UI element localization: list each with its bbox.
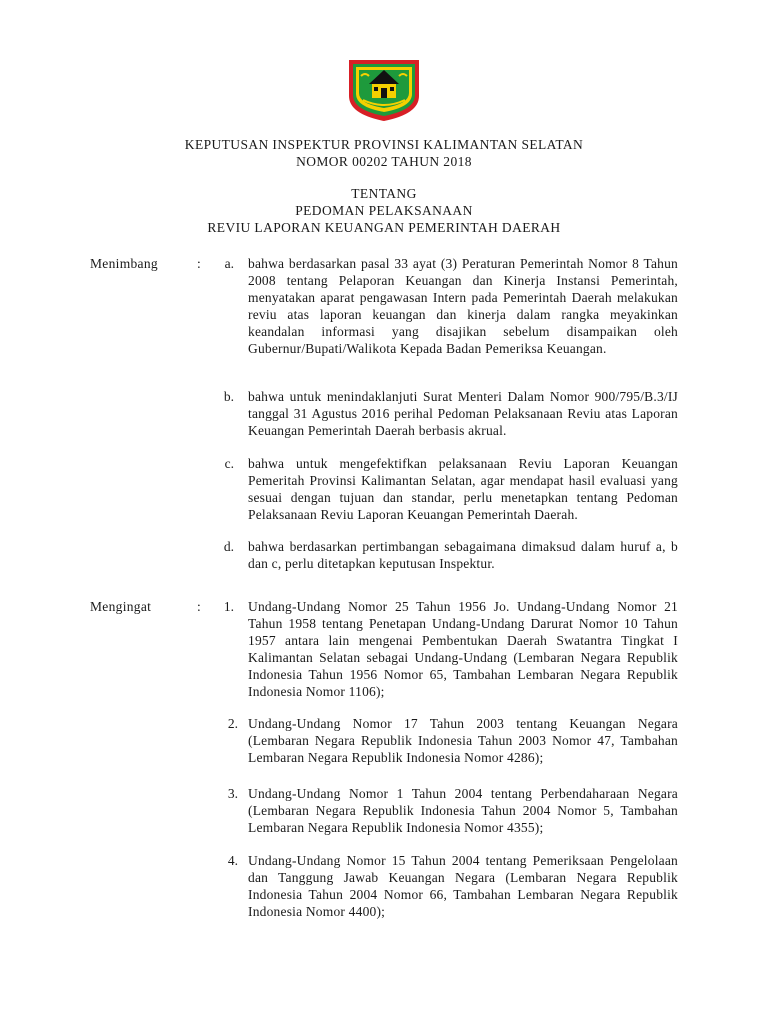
mengingat-label: Mengingat — [90, 599, 152, 614]
document-title-block — [0, 136, 768, 170]
menimbang-item-b: bahwa untuk menindaklanjuti Surat Menteri Dalam Nomor 900/795/B.3/IJ tanggal 31 Agustus 2016 perihal Pedoman Pelaksanaan Reviu atas Laporan Keuangan Pemerintah Daerah berbasis akrual. — [248, 389, 678, 438]
document-subject-block — [0, 185, 768, 236]
menimbang-colon: : — [197, 256, 201, 271]
mengingat-colon: : — [197, 599, 201, 614]
mengingat-item-1: Undang-Undang Nomor 25 Tahun 1956 Jo. Undang-Undang Nomor 21 Tahun 1958 tentang Penetapan Undang-Undang Darurat Nomor 10 Tahun 1957 antara lain mengenai Pembentukan Daerah Swatantra Tingkat I Kalimantan Selatan sebagai Undang-Undang (Lembaran Negara Republik Indonesia Tahun 1956 Nomor 65, Tambahan Lembaran Negara Republik Indonesia Nomor 1106); — [248, 599, 678, 699]
menimbang-item-d: bahwa berdasarkan pertimbangan sebagaimana dimaksud dalam huruf a, b dan c, perlu ditetapkan keputusan Inspektur. — [248, 539, 678, 571]
title-line-1: KEPUTUSAN INSPEKTUR PROVINSI KALIMANTAN SELATAN — [184, 137, 584, 152]
subject-line-2: PEDOMAN PELAKSANAAN — [295, 203, 473, 218]
menimbang-mark-b: b. — [223, 389, 234, 404]
mengingat-mark-4: 4. — [227, 853, 238, 868]
mengingat-item-4: Undang-Undang Nomor 15 Tahun 2004 tentang Pemeriksaan Pengelolaan dan Tanggung Jawab Keuangan Negara (Lembaran Negara Republik Indonesia Tahun 2004 Nomor 66, Tambahan Lembaran Negara Republik Indonesia Nomor 4400); — [248, 853, 678, 919]
menimbang-mark-c: c. — [224, 456, 234, 471]
title-line-2: NOMOR 00202 TAHUN 2018 — [296, 154, 472, 169]
menimbang-mark-a: a. — [224, 256, 234, 271]
subject-line-3: REVIU LAPORAN KEUANGAN PEMERINTAH DAERAH — [207, 220, 561, 235]
mengingat-mark-1: 1. — [223, 599, 234, 614]
menimbang-label: Menimbang — [90, 256, 158, 271]
menimbang-mark-d: d. — [223, 539, 234, 554]
menimbang-item-a: bahwa berdasarkan pasal 33 ayat (3) Peraturan Pemerintah Nomor 8 Tahun 2008 tentang Pelaporan Keuangan dan Kinerja Instansi Pemerintah, menyatakan aparat pengawasan Intern pada Pemerintah Daerah melakukan reviu atas laporan keuangan dan kinerja dalam rangka meyakinkan keandalan informasi yang disajikan sebelum disampaikan oleh Gubernur/Bupati/Walikota Kepada Badan Pemeriksa Keuangan. — [248, 256, 678, 356]
mengingat-item-3: Undang-Undang Nomor 1 Tahun 2004 tentang Perbendaharaan Negara (Lembaran Negara Republik Indonesia Tahun 2004 Nomor 5, Tambahan Lembaran Negara Republik Indonesia Nomor 4355); — [248, 786, 678, 835]
mengingat-mark-2: 2. — [227, 716, 238, 731]
mengingat-mark-3: 3. — [227, 786, 238, 801]
provincial-emblem-icon — [347, 58, 421, 122]
menimbang-item-c: bahwa untuk mengefektifkan pelaksanaan Reviu Laporan Keuangan Pemeritah Provinsi Kalimantan Selatan, agar mendapat hasil evaluasi yang sesuai dengan tujuan dan standar, perlu menetapkan tentang Pedoman Pelaksanaan Reviu Laporan Keuangan Pemerintah Daerah. — [248, 456, 678, 522]
mengingat-item-2: Undang-Undang Nomor 17 Tahun 2003 tentang Keuangan Negara (Lembaran Negara Republik Indonesia Tahun 2003 Nomor 47, Tambahan Lembaran Negara Republik Indonesia Nomor 4286); — [248, 716, 678, 765]
subject-line-1: TENTANG — [351, 186, 417, 201]
